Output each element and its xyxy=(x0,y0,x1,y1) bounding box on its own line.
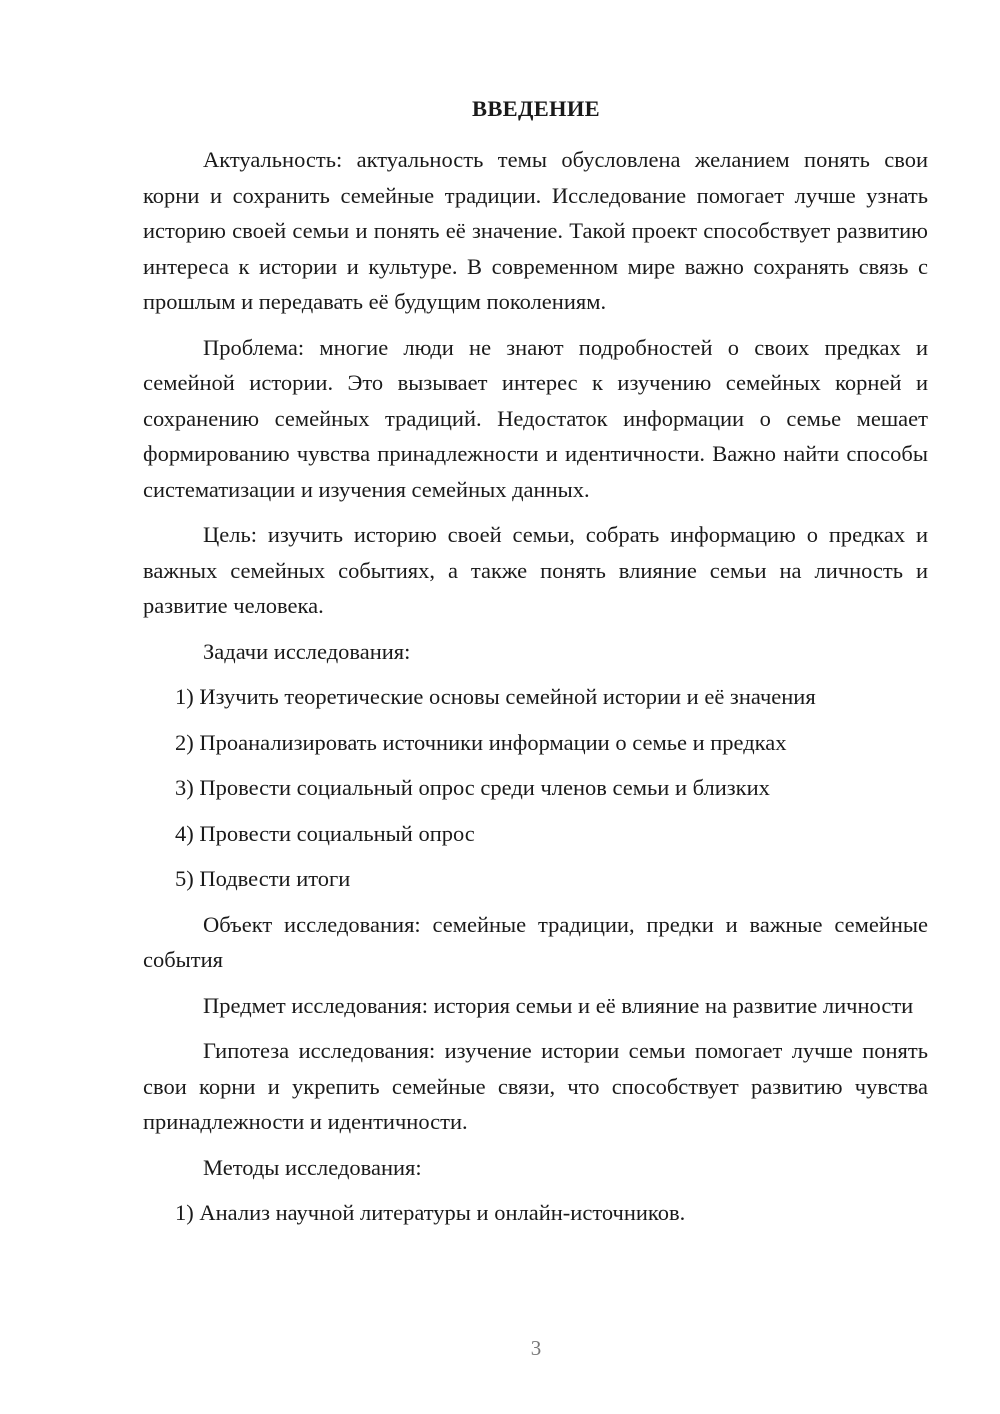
list-item: 5) Подвести итоги xyxy=(175,866,351,891)
paragraph-subject: Предмет исследования: история семьи и её влияние на развитие личности xyxy=(203,992,914,1018)
paragraph-hypothesis: Гипотеза исследования: изучение истории семьи помогает лучше понять свои корни и укрепить семейные связи, что способствует развитию чувства принадлежности и идентичности. xyxy=(143,1038,928,1134)
page-number: 3 xyxy=(530,1336,542,1360)
list-item: 1) Анализ научной литературы и онлайн-источников. xyxy=(175,1200,686,1225)
list-item: 4) Провести социальный опрос xyxy=(175,820,475,846)
list-item: 2) Проанализировать источники информации о семье и предках xyxy=(175,729,787,755)
tasks-heading: Задачи исследования: xyxy=(203,638,411,664)
methods-heading: Методы исследования: xyxy=(203,1154,422,1180)
list-item: 3) Провести социальный опрос среди членов семьи и близких xyxy=(175,775,770,800)
methods-list xyxy=(143,1195,928,1231)
tasks-list xyxy=(143,679,928,897)
section-title: ВВЕДЕНИЕ xyxy=(472,96,600,121)
paragraph-relevance: Актуальность: актуальность темы обусловлена желанием понять свои корни и сохранить семейные традиции. Исследование помогает лучше узнать историю своей семьи и понять её значение. Такой проект способствует развитию интереса к истории и культуре. В современном мире важно сохранять связь с прошлым и передавать её будущим поколениям. xyxy=(143,147,928,314)
paragraph-problem: Проблема: многие люди не знают подробностей о своих предках и семейной истории. Это вызывает интерес к изучению семейных корней и сохранению семейных традиций. Недостаток информации о семье мешает формированию чувства принадлежности и идентичности. Важно найти способы систематизации и изучения семейных данных. xyxy=(143,334,928,502)
paragraph-object: Объект исследования: семейные традиции, предки и важные семейные события xyxy=(143,911,928,972)
document-body xyxy=(143,142,928,1231)
paragraph-goal: Цель: изучить историю своей семьи, собрать информацию о предках и важных семейных событиях, а также понять влияние семьи на личность и развитие человека. xyxy=(143,522,928,618)
list-item: 1) Изучить теоретические основы семейной истории и её значения xyxy=(175,684,816,709)
